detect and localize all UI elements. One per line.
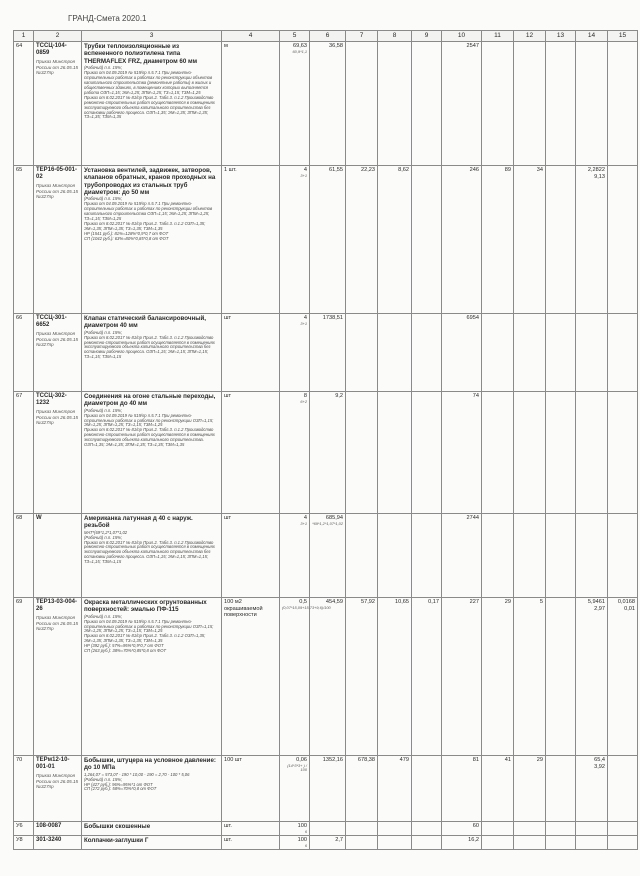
estimate-row <box>14 836 638 850</box>
labor-cell <box>576 756 608 822</box>
value-cell-c10: 74 <box>442 392 482 514</box>
source-reference: Приказ Минстроя России от 26.05.15 №327пр <box>36 59 79 75</box>
labor-cell <box>576 392 608 514</box>
value-cell-c8 <box>378 836 412 850</box>
quantity-cell <box>280 166 310 314</box>
labor-cell <box>576 822 608 836</box>
value-cell-c10: 2744 <box>442 514 482 598</box>
quantity-formula: 6+2 <box>300 398 307 404</box>
estimate-table <box>13 30 638 850</box>
value-cell-c7: 678,38 <box>346 756 378 822</box>
value-cell-c12 <box>514 42 546 166</box>
work-name: Окраска металлических огрунтованных поверхностей: эмалью ПФ-115 <box>84 599 207 614</box>
unit-cell: м <box>222 42 280 166</box>
unit-price-formula: *69*1,2*1,07*1,02 <box>312 520 343 526</box>
value-cell-c8 <box>378 314 412 392</box>
code-cell <box>34 836 82 850</box>
quantity-cell <box>280 314 310 392</box>
value-cell-c11 <box>482 42 514 166</box>
row-number-cell: 68 <box>14 514 34 598</box>
value-cell-c8 <box>378 514 412 598</box>
column-number-header: 8 <box>378 31 412 42</box>
unit-price-cell <box>310 42 346 166</box>
machine-labor-cell: 0,0168 0,01 <box>608 598 638 756</box>
value-cell-c12: 29 <box>514 756 546 822</box>
value-cell-c7: 22,23 <box>346 166 378 314</box>
code-cell <box>34 166 82 314</box>
value-cell-c9 <box>412 42 442 166</box>
work-details: (Рабочий) п.п. 15%; Приказ от 04.09.2019 № 519/пр п.5.7.1 При ремонтно-строительных работах и работах по реконструкции ОЗП=1,15; ЭМ=1,25; ЗПМ=1,25; ТЗ=1,15; ТЗМ=1,25 Приказ от 8.02.2017 № 81/пр Прил.2. Табл.3. п.1.2 ОЗП=1,35; ЭМ=1,35; ЗПМ=1,35; ТЗ=1,35; ТЗМ=1,35 НР (392 руб.): 57%=95%*0,9*0,7 от ФОТ СП (263 руб.): 38%=70%*0,85*0,8 от ФОТ <box>84 613 214 654</box>
work-name-cell <box>82 392 222 514</box>
row-number-cell: 65 <box>14 166 34 314</box>
value-cell-c13 <box>546 836 576 850</box>
quantity-formula: (14*3*3+ ) / 100 <box>287 762 307 773</box>
work-name-cell <box>82 822 222 836</box>
value-cell-c12 <box>514 836 546 850</box>
value-cell-c12: 5 <box>514 598 546 756</box>
labor-value: 5,9461 <box>587 599 605 605</box>
quantity-cell <box>280 42 310 166</box>
value-cell-c7: 57,92 <box>346 598 378 756</box>
unit-price-cell <box>310 166 346 314</box>
labor-cell <box>576 166 608 314</box>
estimate-row <box>14 42 638 166</box>
value-cell-c9 <box>412 836 442 850</box>
column-number-header: 9 <box>412 31 442 42</box>
value-cell-c10: 227 <box>442 598 482 756</box>
column-number-header: 2 <box>34 31 82 42</box>
work-details: 1,264,07 = 573,07 - 190 * 10,00 - 190 = 2,70 - 100 * 5,06 (Рабочий) п.п. 15%; НР (427 руб.): 96%=95%*1 от ФОТ СП (272 руб.): 58%=70%*0,8 от ФОТ <box>84 771 190 792</box>
unit-cell: 1 шт. <box>222 166 280 314</box>
quantity-value: 8 <box>303 393 307 399</box>
value-cell-c7 <box>346 822 378 836</box>
value-cell-c13 <box>546 514 576 598</box>
source-reference: Приказ Минстроя России от 26.05.15 №327пр <box>36 409 79 425</box>
value-cell-c12 <box>514 314 546 392</box>
row-number-cell: У8 <box>14 836 34 850</box>
value-cell-c11 <box>482 314 514 392</box>
code-cell <box>34 392 82 514</box>
value-cell-c13 <box>546 166 576 314</box>
work-details: (Рабочий) п.п. 15%; Приказ от 04.09.2019 № 519/пр п.5.7.1 При ремонтно-строительных работах и работах по реконструкции ОЗП=1,15; ЭМ=1,25; ЗПМ=1,25; ТЗ=1,15; ТЗМ=1,25 Приказ от 8.02.2017 № 81/пр Прил.2. Табл.3. п.1.2 Производство ремонтно-строительных работ осуществляется в помещениях эксплуатируемого объекта капитального строительства. ОЗП=1,35; ЭМ=1,35; ЗПМ=1,35; ТЗ=1,35; ТЗМ=1,35 <box>84 407 215 448</box>
value-cell-c9 <box>412 822 442 836</box>
resource-code: ТССЦ-104-0859 <box>36 43 67 57</box>
work-name-cell <box>82 514 222 598</box>
resource-code: ТССЦ-302-1232 <box>36 393 67 407</box>
quantity-formula: 3+1 <box>300 172 307 178</box>
value-cell-c8: 479 <box>378 756 412 822</box>
labor-cell <box>576 514 608 598</box>
value-cell-c13 <box>546 756 576 822</box>
quantity-formula: 3+1 <box>300 520 307 526</box>
resource-code: 108-0087 <box>36 823 62 829</box>
value-cell-c13 <box>546 392 576 514</box>
resource-code: 301-3240 <box>36 837 62 844</box>
value-cell-c9 <box>412 756 442 822</box>
quantity-value: 0,5 <box>299 599 307 605</box>
value-cell-c11: 89 <box>482 166 514 314</box>
value-cell-c12 <box>514 822 546 836</box>
value-cell-c10: 81 <box>442 756 482 822</box>
unit-price-value: 1738,51 <box>322 315 343 321</box>
value-cell-c9 <box>412 314 442 392</box>
work-name-cell <box>82 598 222 756</box>
code-cell <box>34 756 82 822</box>
quantity-formula: 6 <box>304 842 307 848</box>
labor-value: 65,4 <box>594 757 605 763</box>
code-cell <box>34 42 82 166</box>
machine-labor-cell <box>608 392 638 514</box>
work-name: Клапан статический балансировочный, диаметром 40 мм <box>84 315 207 330</box>
resource-code: ТЕР13-03-004-26 <box>36 599 78 613</box>
value-cell-c8: 8,62 <box>378 166 412 314</box>
value-cell-c7 <box>346 514 378 598</box>
value-cell-c7 <box>346 314 378 392</box>
column-number-header: 5 <box>280 31 310 42</box>
machine-labor-cell <box>608 836 638 850</box>
value-cell-c8 <box>378 392 412 514</box>
unit-price-cell <box>310 392 346 514</box>
unit-price-value: 685,94 <box>325 515 343 521</box>
column-number-header: 3 <box>82 31 222 42</box>
row-number-cell: 69 <box>14 598 34 756</box>
row-number-cell: 64 <box>14 42 34 166</box>
work-name: Колпачки-заглушки Г <box>84 837 149 845</box>
quantity-cell <box>280 514 310 598</box>
value-cell-c13 <box>546 598 576 756</box>
value-cell-c12 <box>514 514 546 598</box>
column-number-header: 1 <box>14 31 34 42</box>
value-cell-c11: 41 <box>482 756 514 822</box>
quantity-value: 100 <box>297 823 307 829</box>
labor-cell <box>576 42 608 166</box>
value-cell-c10: 60 <box>442 822 482 836</box>
code-cell <box>34 822 82 836</box>
unit-cell: шт. <box>222 822 280 836</box>
column-number-header: 7 <box>346 31 378 42</box>
work-name-cell <box>82 166 222 314</box>
source-reference: Приказ Минстроя России от 26.05.15 №327пр <box>36 183 79 199</box>
work-name-cell <box>82 42 222 166</box>
column-number-header: 4 <box>222 31 280 42</box>
row-number-cell: 67 <box>14 392 34 514</box>
resource-code: ТЕР16-05-001-02 <box>36 167 78 181</box>
value-cell-c10: 6954 <box>442 314 482 392</box>
value-cell-c9 <box>412 514 442 598</box>
estimate-row <box>14 822 638 836</box>
column-number-header: 11 <box>482 31 514 42</box>
value-cell-c13 <box>546 42 576 166</box>
work-name: Бобышки, штуцера на условное давление: до 10 МПа <box>84 757 216 772</box>
value-cell-c10: 16,2 <box>442 836 482 850</box>
work-name: Соединения на огоне стальные переходы, диаметром до 40 мм <box>84 393 216 408</box>
unit-price-value: 2,7 <box>335 837 343 844</box>
resource-code: ТЕРм12-10-001-01 <box>36 757 70 771</box>
estimate-row <box>14 392 638 514</box>
value-cell-c7 <box>346 836 378 850</box>
column-number-header: 10 <box>442 31 482 42</box>
resource-code: ТССЦ-301-6652 <box>36 315 67 329</box>
value-cell-c9 <box>412 166 442 314</box>
machine-labor-cell <box>608 42 638 166</box>
row-number-cell: 66 <box>14 314 34 392</box>
value-cell-c11 <box>482 822 514 836</box>
unit-price-cell <box>310 822 346 836</box>
machine-labor-cell <box>608 166 638 314</box>
estimate-row <box>14 598 638 756</box>
value-cell-c10: 2547 <box>442 42 482 166</box>
value-cell-c11 <box>482 392 514 514</box>
unit-price-cell <box>310 514 346 598</box>
code-cell <box>34 314 82 392</box>
work-name-cell <box>82 836 222 850</box>
quantity-formula: 60,9*1,1 <box>292 48 307 54</box>
quantity-cell <box>280 756 310 822</box>
estimate-row <box>14 314 638 392</box>
unit-price-value: 9,2 <box>335 393 343 399</box>
column-number-row <box>14 31 638 42</box>
quantity-cell <box>280 392 310 514</box>
value-cell-c13 <box>546 822 576 836</box>
value-cell-c12 <box>514 392 546 514</box>
unit-cell: 100 шт <box>222 756 280 822</box>
column-number-header: 13 <box>546 31 576 42</box>
column-number-header: 12 <box>514 31 546 42</box>
quantity-value: 69,63 <box>293 43 307 49</box>
value-cell-c8 <box>378 42 412 166</box>
value-cell-c11 <box>482 514 514 598</box>
column-number-header: 6 <box>310 31 346 42</box>
quantity-cell <box>280 836 310 850</box>
unit-cell: шт <box>222 514 280 598</box>
work-details: МАТ*(69*1,2*1,07*1,02 (Рабочий) п.п. 15%; Приказ от 8.02.2017 № 81/пр Прил.2. Табл.3. п.1.2 Производство ремонтно-строительных работ осуществляется в помещениях эксплуатируемого объекта капитального строительства без остановки рабочего процесса. ОЗП=1,15; ЭМ=1,15; ЗПМ=1,15; ТЗ=1,15; ТЗМ=1,15 <box>84 529 215 565</box>
labor-cell <box>576 598 608 756</box>
work-details: (Рабочий) п.п. 15%; Приказ от 8.02.2017 № 81/пр Прил.2. Табл.3. п.1.2 Производство ремонтно-строительных работ осуществляется в помещениях эксплуатируемого объекта капитального строительства без остановки рабочего процесса. ОЗП=1,15; ЭМ=1,15; ЗПМ=1,15; ТЗ=1,15; ТЗМ=1,15 <box>84 329 215 360</box>
work-name-cell <box>82 314 222 392</box>
unit-price-cell <box>310 756 346 822</box>
unit-price-value: 36,58 <box>329 43 343 49</box>
labor-total: 3,92 <box>594 763 605 770</box>
row-number-cell: У6 <box>14 822 34 836</box>
row-number-cell: 70 <box>14 756 34 822</box>
value-cell-c12: 34 <box>514 166 546 314</box>
column-number-header: 14 <box>576 31 608 42</box>
estimate-row <box>14 756 638 822</box>
unit-cell: 100 м2 окрашиваемой поверхности <box>222 598 280 756</box>
labor-cell <box>576 314 608 392</box>
value-cell-c10: 246 <box>442 166 482 314</box>
value-cell-c7 <box>346 42 378 166</box>
quantity-formula: 6 <box>304 828 307 834</box>
quantity-formula: 3+1 <box>300 320 307 326</box>
machine-labor-cell <box>608 822 638 836</box>
work-name: Бобышки скошенные <box>84 823 151 830</box>
quantity-value: 4 <box>303 315 307 321</box>
column-number-header: 15 <box>608 31 638 42</box>
work-name: Американка латунная д 40 с наруж. резьбой <box>84 515 193 530</box>
unit-price-cell <box>310 314 346 392</box>
unit-price-value: 454,59 <box>325 599 343 605</box>
value-cell-c13 <box>546 314 576 392</box>
estimate-row <box>14 166 638 314</box>
quantity-cell <box>280 598 331 756</box>
quantity-value: 4 <box>303 167 307 173</box>
value-cell-c8 <box>378 822 412 836</box>
source-reference: Приказ Минстроя России от 26.05.15 №327пр <box>36 331 79 347</box>
work-name: Трубки теплоизоляционные из вспененного полиэтилена типа THERMAFLEX FRZ, диаметром 60 мм <box>84 43 198 65</box>
resource-code: W <box>36 515 42 521</box>
machine-labor-cell <box>608 756 638 822</box>
quantity-cell <box>280 822 310 836</box>
value-cell-c9 <box>412 392 442 514</box>
code-cell <box>34 514 82 598</box>
quantity-value: 100 <box>297 837 307 844</box>
quantity-value: 0,06 <box>296 757 307 763</box>
value-cell-c11 <box>482 836 514 850</box>
estimate-row <box>14 514 638 598</box>
unit-price-cell <box>310 836 346 850</box>
unit-price-value: 61,55 <box>329 167 343 173</box>
quantity-value: 4 <box>303 515 307 521</box>
labor-value: 2,2822 <box>587 167 605 173</box>
value-cell-c8: 10,65 <box>378 598 412 756</box>
unit-price-cell <box>310 598 346 756</box>
value-cell-c7 <box>346 392 378 514</box>
unit-cell: шт. <box>222 836 280 850</box>
code-cell <box>34 598 82 756</box>
value-cell-c11: 29 <box>482 598 514 756</box>
source-reference: Приказ Минстроя России от 26.05.15 №327пр <box>36 615 79 631</box>
value-cell-c9: 0,17 <box>412 598 442 756</box>
quantity-formula: (0,07*15,09+15,73+9,6)/100 <box>282 604 331 610</box>
work-name: Установка вентилей, задвижек, затворов, клапанов обратных, кранов проходных на трубопроводах из стальных труб диаметром: до 50 мм <box>84 167 216 196</box>
labor-total: 9,13 <box>594 173 605 180</box>
machine-labor-cell <box>608 314 638 392</box>
source-reference: Приказ Минстроя России от 26.05.15 №327пр <box>36 773 79 789</box>
unit-cell: шт <box>222 392 280 514</box>
unit-price-value: 1352,16 <box>322 757 343 763</box>
labor-total: 2,97 <box>594 605 605 612</box>
labor-cell <box>576 836 608 850</box>
work-name-cell <box>82 756 222 822</box>
work-details: (Рабочий) п.п. 15%; Приказ от 04.09.2019 № 519/пр п.5.7.1 При ремонтно-строительных работах и работах по реконструкции объектов капитального строительства ОЗП=1,15; ЭМ=1,25; ЗПМ=1,25; ТЗ=1,15; ТЗМ=1,25 Приказ от 8.02.2017 № 81/пр Прил.2. Табл.3. п.1.2 ОЗП=1,35; ЭМ=1,35; ЗПМ=1,35; ТЗ=1,35; ТЗМ=1,35 НР (1541 руб.): 81%=128%*0,9*0,7 от ФОТ СП (1042 руб.): 63%=80%*0,85*0,8 от ФОТ <box>84 196 213 241</box>
document-header-title: ГРАНД-Смета 2020.1 <box>68 14 147 23</box>
unit-cell: шт <box>222 314 280 392</box>
machine-labor-cell <box>608 514 638 598</box>
work-details: (Рабочий) п.п. 15%; Приказ от 04.09.2019 № 519/пр п.5.7.1 При ремонтно-строительных работах и работах по реконструкции объектов капитального строительства (ремонтные работы) в жилых и общественных зданиях, в помещениях которых выполняется работа ОЗП=1,15; ЭМ=1,25; ЗПМ=1,25; ТЗ=1,15; ТЗМ=1,25 Приказ от 8.02.2017 № 81/пр Прил.2. Табл.3. п.1.2 Производство ремонтно-строительных работ осуществляется в помещениях эксплуатируемого объекта капитального строительства без остановки рабочего процесса. ОЗП=1,35; ЭМ=1,35; ЗПМ=1,35; ТЗ=1,35; ТЗМ=1,35 <box>84 64 215 120</box>
